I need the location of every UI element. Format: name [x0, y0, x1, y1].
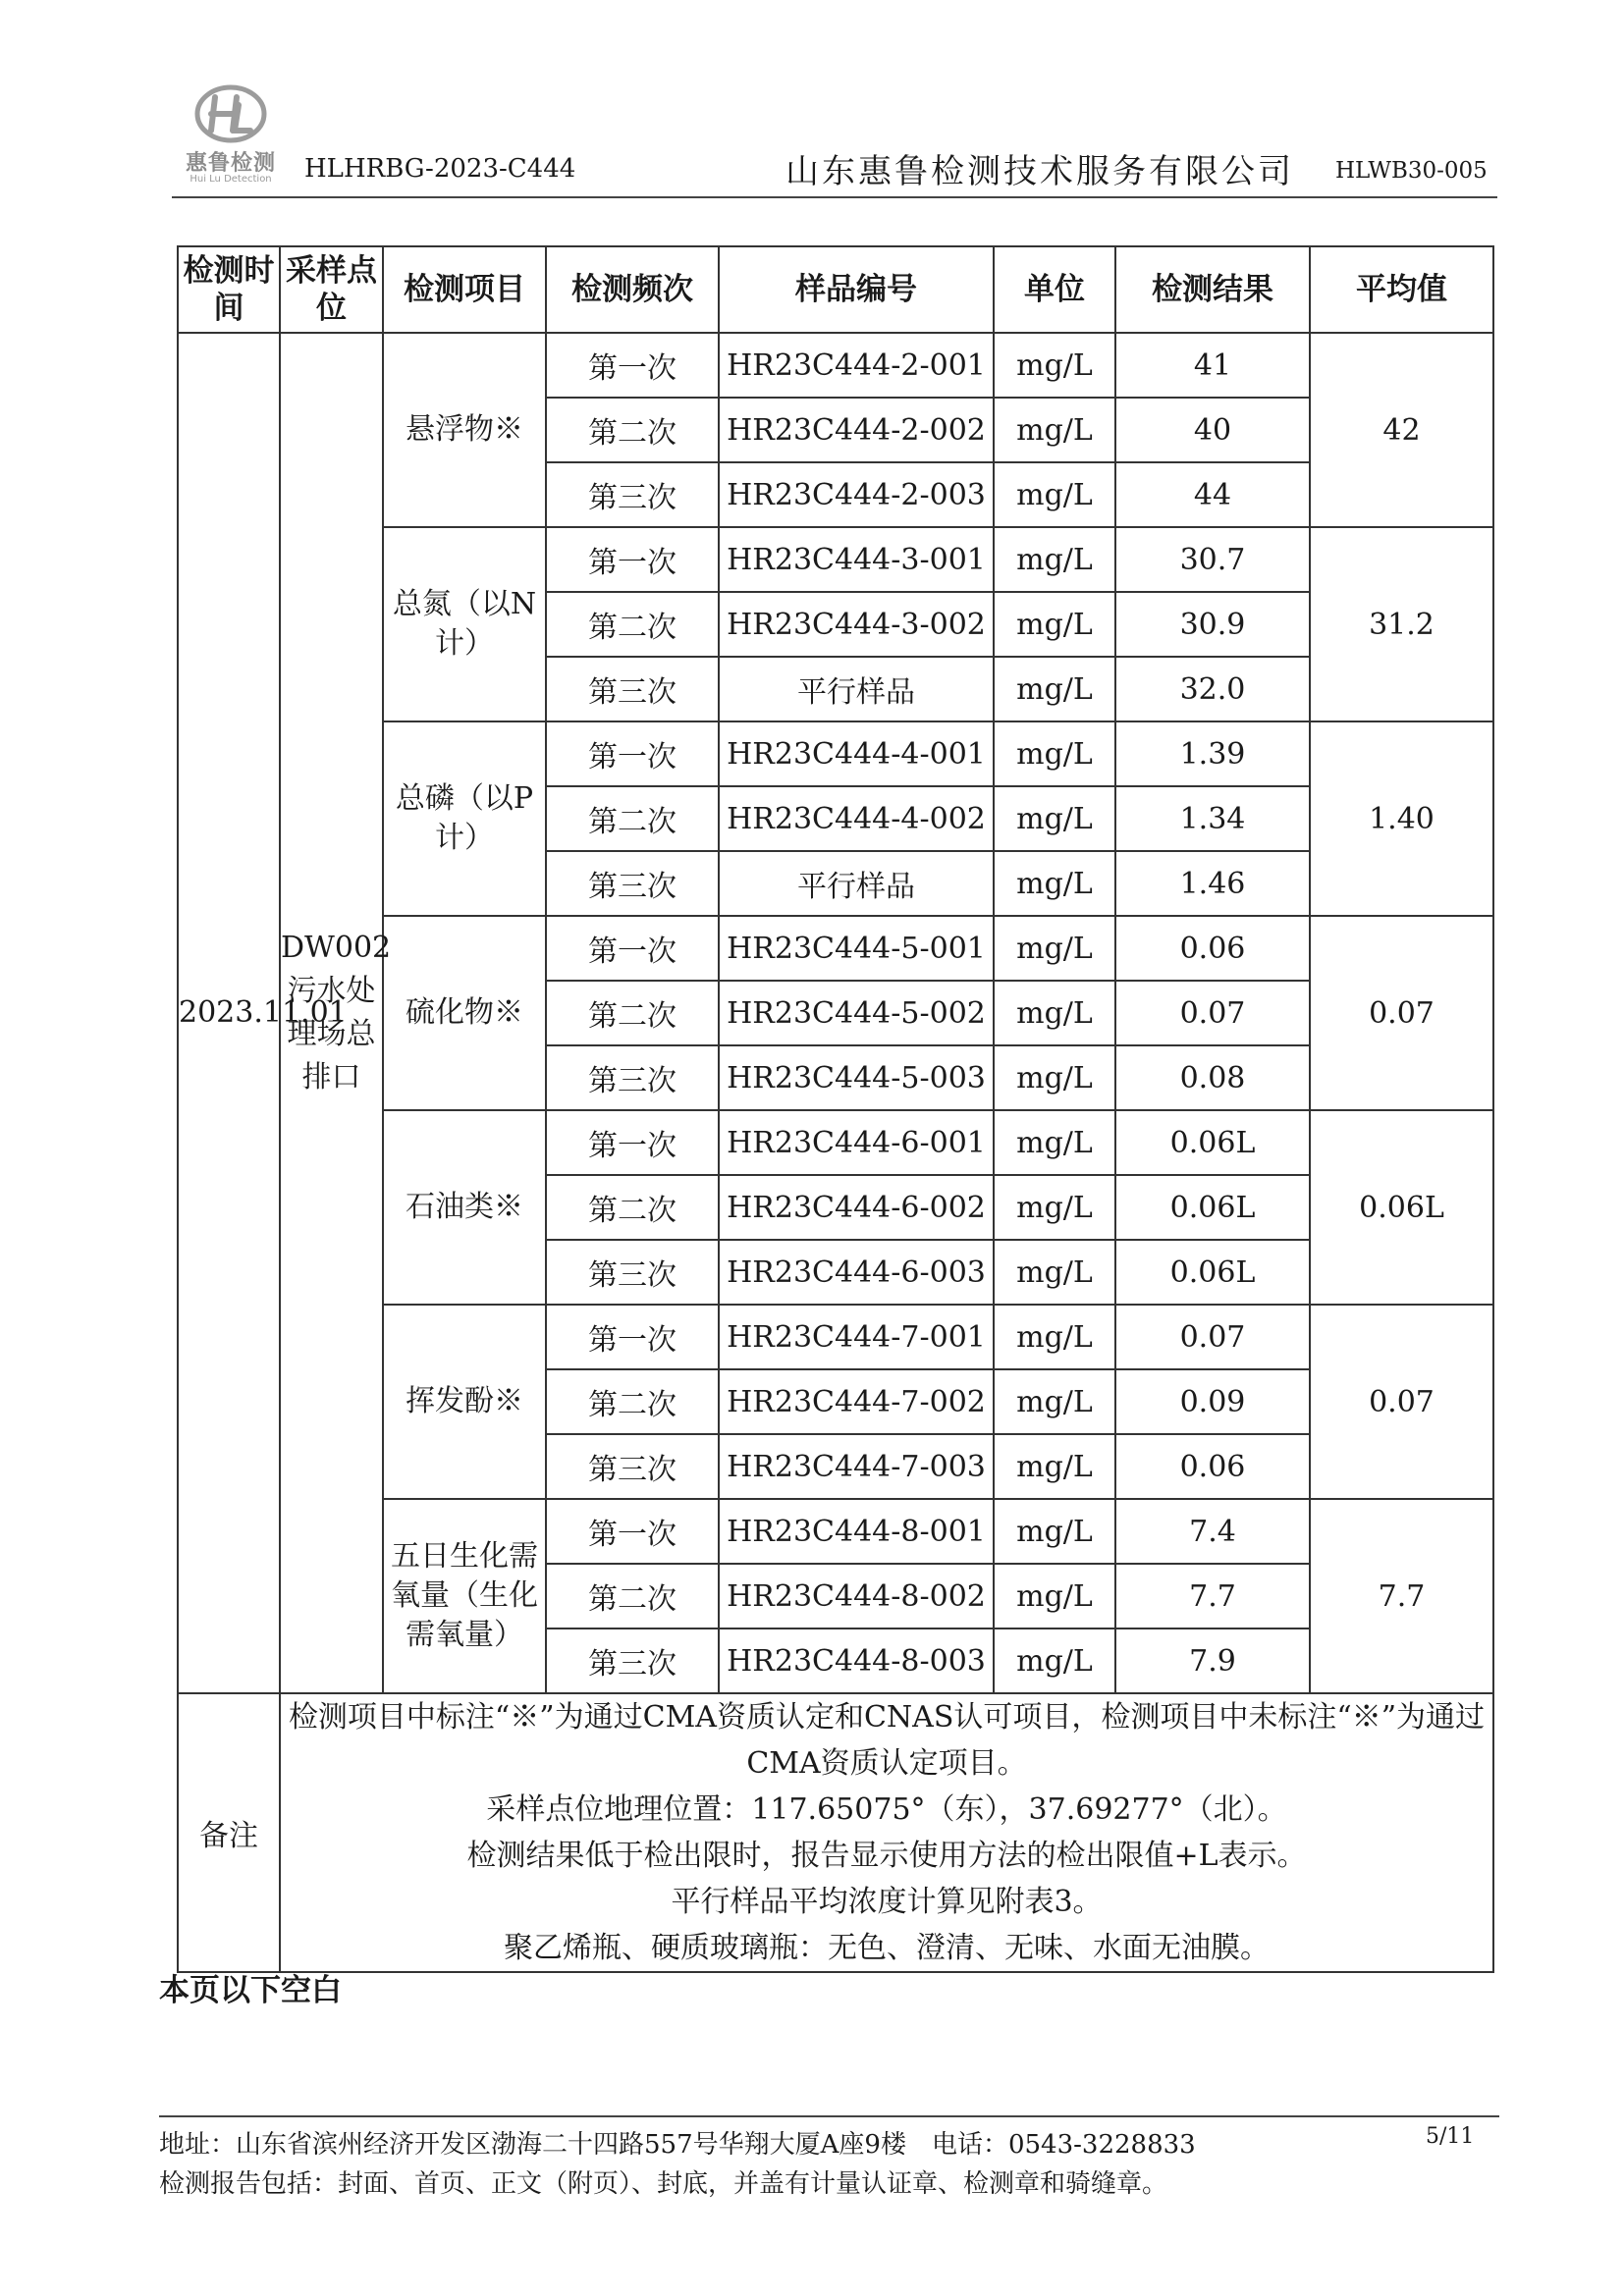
frequency-cell: 第二次	[546, 1175, 719, 1240]
sample-no-cell: HR23C444-7-001	[719, 1305, 994, 1369]
unit-cell: mg/L	[994, 1175, 1115, 1240]
result-cell: 1.34	[1115, 786, 1310, 851]
item-cell: 五日生化需氧量（生化需氧量）	[383, 1499, 546, 1693]
average-cell: 7.7	[1310, 1499, 1493, 1693]
sample-no-cell: HR23C444-2-002	[719, 398, 994, 462]
result-cell: 0.06L	[1115, 1110, 1310, 1175]
logo-text: 惠鲁检测	[185, 151, 276, 176]
unit-cell: mg/L	[994, 786, 1115, 851]
unit-cell: mg/L	[994, 527, 1115, 592]
frequency-cell: 第一次	[546, 527, 719, 592]
note-line: 平行样品平均浓度计算见附表3。	[671, 1885, 1103, 1919]
date-cell: 2023.11.01	[178, 333, 280, 1693]
frequency-cell: 第一次	[546, 1499, 719, 1564]
frequency-cell: 第一次	[546, 1110, 719, 1175]
item-cell: 悬浮物※	[383, 333, 546, 527]
sample-no-cell: HR23C444-4-001	[719, 721, 994, 786]
sample-no-cell: HR23C444-8-003	[719, 1629, 994, 1693]
result-cell: 40	[1115, 398, 1310, 462]
result-cell: 30.9	[1115, 592, 1310, 657]
sample-no-cell: HR23C444-5-003	[719, 1045, 994, 1110]
sample-no-cell: 平行样品	[719, 851, 994, 916]
hl-logo-icon	[193, 83, 268, 144]
note-line: 采样点位地理位置：117.65075°（东），37.69277°（北）。	[486, 1792, 1287, 1827]
frequency-cell: 第一次	[546, 1305, 719, 1369]
result-cell: 7.4	[1115, 1499, 1310, 1564]
frequency-cell: 第三次	[546, 1045, 719, 1110]
unit-cell: mg/L	[994, 851, 1115, 916]
report-number: HLHRBG-2023-C444	[304, 154, 576, 184]
frequency-cell: 第一次	[546, 721, 719, 786]
frequency-cell: 第三次	[546, 657, 719, 721]
result-cell: 1.46	[1115, 851, 1310, 916]
frequency-cell: 第二次	[546, 786, 719, 851]
frequency-cell: 第二次	[546, 1564, 719, 1629]
notes-row	[178, 1693, 1493, 1972]
frequency-cell: 第二次	[546, 592, 719, 657]
note-line: 检测结果低于检出限时，报告显示使用方法的检出限值+L表示。	[466, 1839, 1307, 1873]
header-divider	[172, 196, 1497, 198]
table-header-row	[178, 246, 1493, 333]
result-cell: 7.7	[1115, 1564, 1310, 1629]
item-cell: 石油类※	[383, 1110, 546, 1305]
result-cell: 32.0	[1115, 657, 1310, 721]
average-cell: 0.07	[1310, 916, 1493, 1110]
unit-cell: mg/L	[994, 1110, 1115, 1175]
result-cell: 0.08	[1115, 1045, 1310, 1110]
unit-cell: mg/L	[994, 1045, 1115, 1110]
unit-cell: mg/L	[994, 1434, 1115, 1499]
unit-cell: mg/L	[994, 333, 1115, 398]
average-cell: 31.2	[1310, 527, 1493, 721]
logo-subtext: Hui Lu Detection	[189, 174, 272, 185]
header-unit: 单位	[994, 246, 1115, 333]
notes-label: 备注	[178, 1693, 280, 1972]
header-date: 检测时间	[178, 246, 280, 333]
frequency-cell: 第二次	[546, 398, 719, 462]
unit-cell: mg/L	[994, 1499, 1115, 1564]
sample-no-cell: HR23C444-5-001	[719, 916, 994, 981]
frequency-cell: 第一次	[546, 333, 719, 398]
result-cell: 0.07	[1115, 1305, 1310, 1369]
unit-cell: mg/L	[994, 1369, 1115, 1434]
sample-no-cell: HR23C444-6-003	[719, 1240, 994, 1305]
unit-cell: mg/L	[994, 1305, 1115, 1369]
unit-cell: mg/L	[994, 916, 1115, 981]
page-number: 5/11	[1426, 2124, 1475, 2149]
unit-cell: mg/L	[994, 1564, 1115, 1629]
result-cell: 0.06L	[1115, 1175, 1310, 1240]
note-line: 聚乙烯瓶、硬质玻璃瓶：无色、澄清、无味、水面无油膜。	[504, 1931, 1270, 1965]
frequency-cell: 第一次	[546, 916, 719, 981]
result-cell: 0.09	[1115, 1369, 1310, 1434]
result-cell: 30.7	[1115, 527, 1310, 592]
unit-cell: mg/L	[994, 981, 1115, 1045]
frequency-cell: 第三次	[546, 1434, 719, 1499]
unit-cell: mg/L	[994, 462, 1115, 527]
sample-no-cell: HR23C444-2-003	[719, 462, 994, 527]
company-name: 山东惠鲁检测技术服务有限公司	[785, 152, 1294, 191]
item-cell: 挥发酚※	[383, 1305, 546, 1499]
header-sample-no: 样品编号	[719, 246, 994, 333]
average-cell: 1.40	[1310, 721, 1493, 916]
result-cell: 7.9	[1115, 1629, 1310, 1693]
average-cell: 42	[1310, 333, 1493, 527]
sample-no-cell: HR23C444-8-002	[719, 1564, 994, 1629]
frequency-cell: 第三次	[546, 1240, 719, 1305]
unit-cell: mg/L	[994, 592, 1115, 657]
results-table	[177, 245, 1494, 1973]
company-logo	[172, 83, 290, 191]
result-cell: 0.06	[1115, 916, 1310, 981]
unit-cell: mg/L	[994, 398, 1115, 462]
notes-cell	[280, 1693, 1493, 1972]
header-result: 检测结果	[1115, 246, 1310, 333]
sample-no-cell: HR23C444-4-002	[719, 786, 994, 851]
item-cell: 总氮（以N计）	[383, 527, 546, 721]
sample-no-cell: HR23C444-7-003	[719, 1434, 994, 1499]
footer-divider	[159, 2115, 1499, 2117]
sample-no-cell: HR23C444-7-002	[719, 1369, 994, 1434]
form-number: HLWB30-005	[1335, 158, 1488, 184]
item-cell: 总磷（以P计）	[383, 721, 546, 916]
table-body	[178, 333, 1493, 1972]
average-cell: 0.06L	[1310, 1110, 1493, 1305]
frequency-cell: 第二次	[546, 981, 719, 1045]
frequency-cell: 第三次	[546, 462, 719, 527]
note-line: 检测项目中标注“※”为通过CMA资质认定和CNAS认可项目，检测项目中未标注“※”为通过CMA资质认定项目。	[288, 1700, 1486, 1781]
item-cell: 硫化物※	[383, 916, 546, 1110]
sample-no-cell: HR23C444-3-001	[719, 527, 994, 592]
unit-cell: mg/L	[994, 721, 1115, 786]
frequency-cell: 第三次	[546, 851, 719, 916]
header-location: 采样点位	[280, 246, 383, 333]
page-header	[172, 83, 1497, 191]
unit-cell: mg/L	[994, 1240, 1115, 1305]
sample-no-cell: HR23C444-2-001	[719, 333, 994, 398]
location-cell: DW002污水处理场总排口	[280, 333, 383, 1693]
result-cell: 0.07	[1115, 981, 1310, 1045]
blank-below-note: 本页以下空白	[159, 1973, 342, 2008]
average-cell: 0.07	[1310, 1305, 1493, 1499]
unit-cell: mg/L	[994, 1629, 1115, 1693]
sample-no-cell: HR23C444-3-002	[719, 592, 994, 657]
sample-no-cell: HR23C444-5-002	[719, 981, 994, 1045]
table-row	[178, 333, 1493, 398]
header-average: 平均值	[1310, 246, 1493, 333]
sample-no-cell: HR23C444-8-001	[719, 1499, 994, 1564]
result-cell: 41	[1115, 333, 1310, 398]
result-cell: 0.06L	[1115, 1240, 1310, 1305]
unit-cell: mg/L	[994, 657, 1115, 721]
result-cell: 44	[1115, 462, 1310, 527]
frequency-cell: 第三次	[546, 1629, 719, 1693]
result-cell: 0.06	[1115, 1434, 1310, 1499]
frequency-cell: 第二次	[546, 1369, 719, 1434]
header-item: 检测项目	[383, 246, 546, 333]
sample-no-cell: HR23C444-6-002	[719, 1175, 994, 1240]
result-cell: 1.39	[1115, 721, 1310, 786]
sample-no-cell: 平行样品	[719, 657, 994, 721]
footer-contents-note: 检测报告包括：封面、首页、正文（附页）、封底，并盖有计量认证章、检测章和骑缝章。	[159, 2169, 1168, 2199]
header-frequency: 检测频次	[546, 246, 719, 333]
sample-no-cell: HR23C444-6-001	[719, 1110, 994, 1175]
footer-address: 地址：山东省滨州经济开发区渤海二十四路557号华翔大厦A座9楼 电话：0543-3228833	[159, 2130, 1196, 2160]
